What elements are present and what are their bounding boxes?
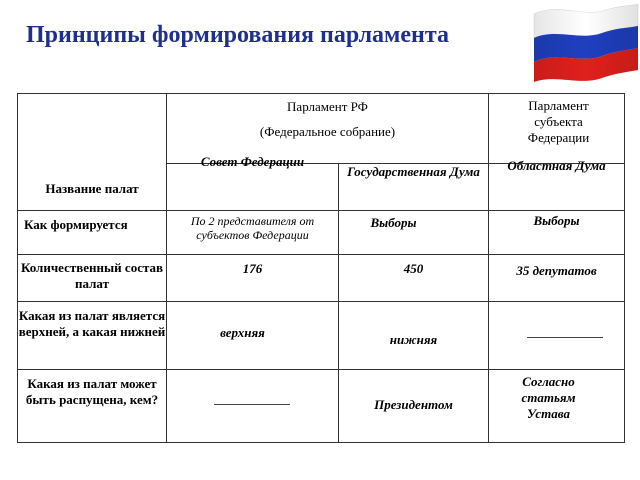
russian-flag-icon	[528, 0, 640, 82]
row-label-formation: Как формируется	[24, 217, 128, 232]
federation-council-upper-lower-cell	[167, 302, 339, 370]
state-duma-name: Государственная Дума	[347, 164, 480, 179]
regional-duma-dissolution-cell	[489, 370, 625, 443]
parliament-principles-table	[17, 93, 625, 443]
regional-duma-composition-cell	[489, 255, 625, 302]
parliament-rf-label: Парламент РФ	[287, 99, 368, 114]
regional-duma-name-cell	[489, 158, 625, 211]
parliament-subject-label: Парламент субъекта Федерации	[527, 98, 590, 145]
state-duma-name-cell	[339, 164, 489, 211]
row-label-upper-lower-cell	[18, 302, 167, 370]
regional-duma-composition: 35 депутатов	[516, 263, 597, 278]
row-label-upper-lower: Какая из палат является верхней, а какая нижней	[18, 308, 166, 339]
state-duma-dissolution: Президентом	[374, 397, 453, 412]
row-label-formation-cell	[18, 181, 167, 255]
header-parliament-rf	[167, 94, 489, 164]
federation-council-formation: По 2 представителя от субъектов Федерации	[190, 214, 315, 242]
federation-council-composition: 176	[242, 261, 263, 276]
regional-duma-upper-lower-cell	[489, 302, 625, 370]
federation-council-dissolution-dash	[214, 404, 290, 405]
regional-duma-dissolution: Согласно статьям Устава	[521, 374, 576, 421]
federation-council-composition-cell	[167, 255, 339, 302]
header-parliament-subject	[489, 94, 625, 164]
state-duma-upper-lower: нижняя	[389, 332, 438, 347]
state-duma-formation-cell	[339, 211, 489, 255]
row-label-dissolution-cell	[18, 370, 167, 443]
federal-assembly-label: (Федеральное собрание)	[259, 124, 396, 139]
state-duma-composition: 450	[403, 261, 424, 276]
federation-council-dissolution-cell	[167, 370, 339, 443]
federation-council-name: Совет Федерации	[200, 154, 305, 169]
row-label-dissolution: Какая из палат может быть распущена, кем?	[25, 376, 159, 407]
regional-duma-formation: Выборы	[533, 213, 580, 228]
federation-council-formation-cell	[167, 211, 339, 255]
regional-duma-formation-cell	[489, 211, 625, 255]
slide-title: Принципы формирования парламента	[26, 22, 449, 48]
row-label-chamber-names: Название палат	[45, 181, 139, 196]
row-label-composition-cell	[18, 255, 167, 302]
state-duma-formation: Выборы	[370, 215, 417, 230]
state-duma-composition-cell	[339, 255, 489, 302]
federation-council-upper-lower: верхняя	[220, 325, 265, 340]
row-label-composition: Количественный состав палат	[20, 260, 164, 291]
state-duma-dissolution-cell	[339, 370, 489, 443]
regional-duma-name: Областная Дума	[507, 158, 606, 173]
federation-council-name-cell	[167, 154, 339, 211]
state-duma-upper-lower-cell	[339, 302, 489, 370]
regional-duma-upper-lower-dash	[527, 337, 603, 338]
